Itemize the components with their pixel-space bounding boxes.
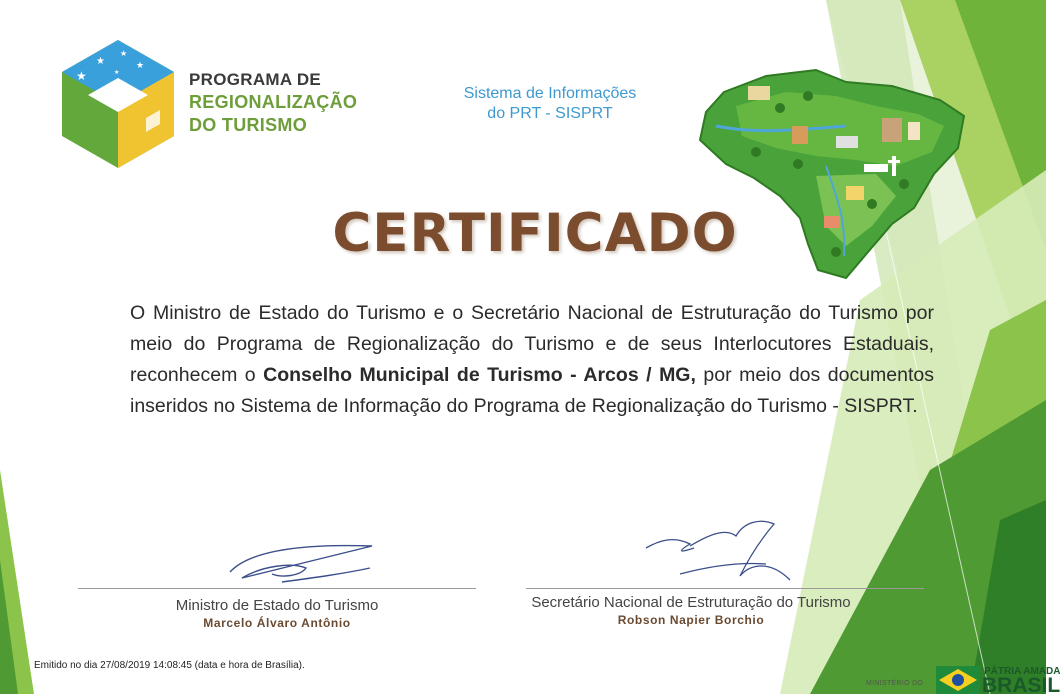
system-info xyxy=(432,84,668,124)
certificate-title: CERTIFICADO xyxy=(332,203,738,264)
signature-role-secretary: Secretário Nacional de Estruturação do Turismo xyxy=(531,594,851,611)
brand-slogan: PÁTRIA AMADA xyxy=(984,666,1060,677)
signature-role-minister: Ministro de Estado do Turismo xyxy=(175,597,379,614)
svg-text:★: ★ xyxy=(120,49,128,58)
system-info-line1: Sistema de Informações xyxy=(463,85,637,102)
brand-word: BRASIL xyxy=(982,674,1060,697)
body-text-intro: O Ministro de Estado do Turismo e o Secretário Nacional de Estruturação do Turismo por meio do Programa de Regionalização do Turismo e de seus Interlocutores Estaduais, reconhecem o xyxy=(130,302,934,386)
program-title-line1: PROGRAMA DE xyxy=(189,70,322,89)
ministry-label: MINISTÉRIO DO xyxy=(866,680,924,687)
signature-block-minister xyxy=(78,597,476,630)
program-title-line2: REGIONALIZAÇÃO xyxy=(189,92,358,112)
program-title-line3: DO TURISMO xyxy=(189,115,307,135)
brazil-flag-icon xyxy=(936,666,980,694)
signature-name-secretary: Robson Napier Borchio xyxy=(617,613,765,627)
signature-block-secretary xyxy=(526,594,856,627)
svg-text:★: ★ xyxy=(96,56,105,67)
svg-text:★: ★ xyxy=(114,70,120,76)
program-title xyxy=(189,68,357,137)
system-info-line2: do PRT - SISPRT xyxy=(487,105,613,122)
signature-minister xyxy=(222,538,382,588)
issued-timestamp: Emitido no dia 27/08/2019 14:08:45 (data e hora de Brasília). xyxy=(34,660,305,671)
certificate-body xyxy=(130,298,934,422)
program-logo xyxy=(58,38,178,170)
signature-secretary xyxy=(640,514,800,590)
recipient-name: Conselho Municipal de Turismo - Arcos / MG, xyxy=(263,364,696,386)
body-text-closing: por meio dos documentos inseridos no Sistema de Informação do Programa de Regionalização do Turismo - SISPRT. xyxy=(130,364,935,417)
signature-name-minister: Marcelo Álvaro Antônio xyxy=(203,616,351,630)
svg-text:★: ★ xyxy=(76,69,87,83)
svg-text:★: ★ xyxy=(136,60,145,70)
signature-line-minister xyxy=(78,588,476,589)
government-brand xyxy=(936,664,1060,697)
